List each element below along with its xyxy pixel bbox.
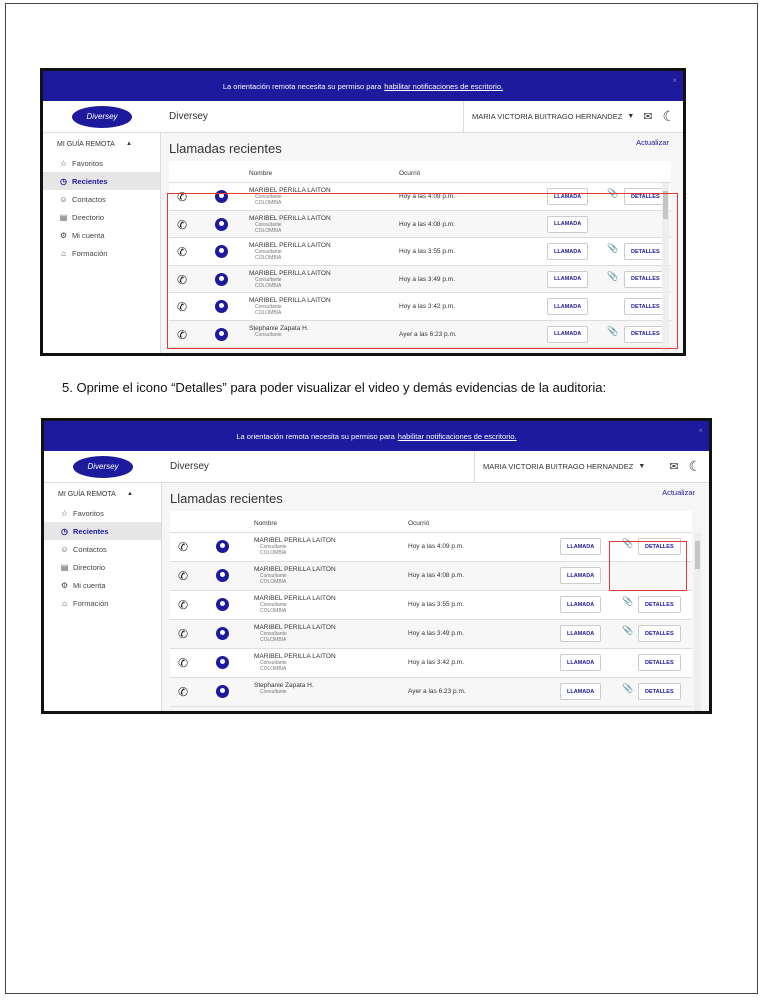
top-icons [669,451,701,482]
contact-role: Consultante [260,631,287,637]
attachment-icon[interactable]: 📎 [607,243,619,253]
sidebar-item-label: Formación [73,598,109,608]
incoming-call-icon: ✆ [177,245,188,259]
sidebar-item-label: Mi cuenta [73,580,106,590]
contact-name-text: MARIBEL PERILLA LAITON [249,187,331,194]
contacts-icon: ☺ [59,194,68,204]
sidebar-item-contactos[interactable] [44,540,161,558]
contact-country: COLOMBIA [255,310,282,316]
call-time: Hoy a las 4:08 p.m. [408,572,464,579]
user-name: MARIA VICTORIA BUITRAGO HERNANDEZ [472,112,623,121]
contact-name [254,653,336,672]
contact-name [254,537,336,556]
table-header [170,511,692,533]
incoming-call-icon: ✆ [177,300,188,314]
call-button[interactable]: LLAMADA [560,596,601,613]
column-header-when: Ocurrió [399,170,421,177]
contact-role: Consultante [255,249,282,255]
sidebar-item-mi-cuenta[interactable] [44,576,161,594]
sidebar-item-label: Favoritos [73,508,104,518]
call-time: Hoy a las 4:08 p.m. [399,220,455,228]
sidebar-item-label: Recientes [73,526,109,536]
diversey-logo[interactable]: Diversey [72,106,132,128]
contact-avatar-icon [216,569,229,582]
contact-role: Consultante [260,689,287,695]
contact-name-text: MARIBEL PERILLA LAITON [249,214,331,222]
call-button[interactable]: LLAMADA [547,216,588,233]
attachment-icon[interactable]: 📎 [607,325,619,336]
enable-notifications-link[interactable]: habilitar notificaciones de escritorio. [384,81,504,91]
star-icon: ☆ [59,158,68,168]
diversey-logo[interactable]: Diversey [73,456,133,478]
contact-avatar-icon [216,656,229,669]
call-button[interactable]: LLAMADA [560,654,601,671]
user-menu[interactable] [474,451,645,482]
details-button[interactable]: DETALLES [624,326,667,343]
contact-avatar-icon [216,685,229,698]
top-icons [643,101,675,132]
table-row [170,649,692,678]
call-button[interactable]: LLAMADA [547,326,588,343]
contact-role: Consultante [260,573,287,579]
contact-country: COLOMBIA [255,282,282,289]
contact-role: Consultante [255,304,282,310]
column-header-name: Nombre [254,520,278,527]
contact-name-text: MARIBEL PERILLA LAITON [254,537,336,544]
main-content [162,483,709,711]
directory-icon: ▤ [60,562,69,572]
banner-text: La orientación remota necesita su permiso para [222,81,382,91]
sidebar-item-favoritos[interactable] [44,504,161,522]
permission-banner [43,71,683,101]
call-time: Hoy a las 3:55 p.m. [408,601,464,608]
incoming-call-icon: ✆ [178,656,189,670]
contact-country: COLOMBIA [260,637,287,643]
contact-name [254,595,336,614]
details-button[interactable]: DETALLES [638,596,681,613]
details-button[interactable]: DETALLES [638,683,681,700]
clock-icon: ◷ [61,526,68,536]
contact-country: COLOMBIA [260,608,287,614]
sidebar-header[interactable] [44,483,161,498]
sidebar-item-directorio[interactable] [44,558,161,576]
caret-down-icon: ▼ [627,113,635,120]
sidebar-item-label: Directorio [73,562,106,572]
screenshot-2 [41,418,712,714]
gear-icon: ⚙ [60,580,69,590]
column-header-when: Ocurrió [408,520,430,527]
contact-country: COLOMBIA [255,200,282,206]
call-time: Hoy a las 3:42 p.m. [408,659,464,666]
contact-name [254,566,336,585]
details-button[interactable]: DETALLES [624,298,667,315]
highlight-box [609,541,687,591]
contact-role: Consultante [260,602,287,608]
graduation-icon: ⌂ [62,598,67,608]
contact-country: COLOMBIA [255,255,282,261]
sidebar-item-label: Contactos [72,194,106,204]
close-icon[interactable]: × [698,426,703,435]
contact-country: COLOMBIA [260,579,287,585]
contact-name [254,624,336,643]
call-button[interactable]: LLAMADA [560,567,601,584]
top-bar [43,101,683,133]
contact-country: COLOMBIA [260,550,287,556]
clock-icon: ◷ [60,176,67,186]
page-title: Llamadas recientes [170,491,283,506]
call-time: Hoy a las 3:55 p.m. [399,248,455,255]
details-button[interactable]: DETALLES [638,538,681,555]
attachment-icon[interactable]: 📎 [622,538,634,548]
sidebar [44,483,162,711]
contact-role: Consultante [260,660,287,666]
details-button[interactable]: DETALLES [638,625,681,642]
incoming-call-icon: ✆ [177,327,188,342]
user-menu[interactable] [463,101,634,132]
attachment-icon[interactable]: 📎 [607,270,619,281]
permission-banner [44,421,709,451]
contact-name-text: MARIBEL PERILLA LAITON [254,624,336,631]
call-time: Hoy a las 3:42 p.m. [399,303,455,310]
table-scrollbar[interactable] [694,533,701,711]
contact-name-text: Stephanie Zapata H. [254,682,314,689]
call-time: Hoy a las 3:49 p.m. [399,275,455,283]
caret-up-icon: ▲ [126,141,132,147]
contact-avatar-icon [216,598,229,611]
app-name: Diversey [169,111,208,122]
table-row [170,620,692,649]
contact-name-text: MARIBEL PERILLA LAITON [254,653,336,660]
app-name: Diversey [170,461,209,472]
banner-text: La orientación remota necesita su permiso para [236,431,395,441]
incoming-call-icon: ✆ [178,685,189,699]
call-button[interactable]: LLAMADA [547,188,588,205]
sidebar-item-label: Formación [72,248,108,258]
message-icon[interactable]: ✉ [643,111,653,123]
contact-role: Consultante [260,544,287,550]
top-bar [44,451,709,483]
outgoing-call-icon: ✆ [177,190,188,204]
contact-name-text: MARIBEL PERILLA LAITON [249,269,331,277]
call-button[interactable]: LLAMADA [560,538,601,555]
page-title: Llamadas recientes [169,141,282,156]
contact-name [254,682,314,695]
incoming-call-icon: ✆ [178,627,189,641]
sidebar-item-label: Recientes [72,176,108,186]
call-button[interactable]: LLAMADA [560,683,601,700]
sidebar-item-label: Mi cuenta [72,230,105,240]
highlight-box [167,193,678,349]
call-time: Hoy a las 4:09 p.m. [408,543,464,550]
incoming-call-icon: ✆ [178,598,189,612]
attachment-icon[interactable]: 📎 [607,188,619,198]
attachment-icon[interactable]: 📎 [622,683,634,693]
contact-role: Consultante [255,331,282,338]
incoming-call-icon: ✆ [177,272,188,287]
sidebar-item-label: Favoritos [72,158,103,168]
contact-role: Consultante [255,194,282,200]
contact-avatar-icon [216,627,229,640]
call-button[interactable]: LLAMADA [560,625,601,642]
screenshot-1 [40,68,686,356]
caret-up-icon: ▲ [127,491,133,497]
incoming-call-icon: ✆ [177,217,188,232]
call-button[interactable]: LLAMADA [547,271,588,288]
contact-country: COLOMBIA [260,666,287,672]
message-icon[interactable]: ✉ [669,461,679,473]
contact-name-text: MARIBEL PERILLA LAITON [249,297,331,304]
sidebar-item-directorio[interactable] [43,208,160,226]
caret-down-icon: ▼ [638,463,646,470]
sidebar-item-recientes[interactable] [43,172,160,190]
sidebar-item-favoritos[interactable] [43,154,160,172]
refresh-link[interactable]: Actualizar [662,488,695,497]
sidebar-item-label: Contactos [73,544,107,554]
attachment-icon[interactable]: 📎 [622,596,634,606]
moon-icon[interactable]: ☾ [688,458,701,474]
call-time: Ayer a las 6:23 p.m. [399,330,457,338]
contacts-icon: ☺ [60,544,69,554]
contact-avatar-icon [216,540,229,553]
incoming-call-icon: ✆ [178,569,189,583]
graduation-icon: ⌂ [61,248,66,258]
sidebar-header-label: MI GUÍA REMOTA [57,141,115,148]
sidebar [43,133,161,353]
sidebar-item-label: Directorio [72,212,105,222]
call-time: Hoy a las 3:49 p.m. [408,630,464,637]
logo-wrap [44,456,162,478]
sidebar-header[interactable] [43,133,160,148]
sidebar-item-contactos[interactable] [43,190,160,208]
contact-name-text: MARIBEL PERILLA LAITON [249,242,331,249]
sidebar-item-formación[interactable] [44,594,161,612]
call-button[interactable]: LLAMADA [547,298,588,315]
step-caption: 5. Oprime el icono “Detalles” para poder visualizar el video y demás evidencias de la auditoria: [62,380,607,395]
details-button[interactable]: DETALLES [624,271,667,288]
details-button[interactable]: DETALLES [624,243,667,260]
call-time: Hoy a las 4:09 p.m. [399,193,455,200]
details-button[interactable]: DETALLES [638,654,681,671]
star-icon: ☆ [60,508,69,518]
column-header-name: Nombre [249,170,273,177]
sidebar-item-mi-cuenta[interactable] [43,226,160,244]
outgoing-call-icon: ✆ [178,540,189,554]
call-button[interactable]: LLAMADA [547,243,588,260]
sidebar-item-recientes[interactable] [44,522,161,540]
contact-role: Consultante [255,276,282,283]
moon-icon[interactable]: ☾ [662,108,675,124]
call-time: Ayer a las 6:23 p.m. [408,688,466,695]
contact-name-text: Stephanie Zapata H. [249,324,309,332]
attachment-icon[interactable]: 📎 [622,625,634,635]
directory-icon: ▤ [59,212,68,222]
details-button[interactable]: DETALLES [624,188,667,205]
logo-wrap [43,106,161,128]
gear-icon: ⚙ [59,230,68,240]
contact-role: Consultante [255,221,282,228]
table-header [169,161,671,183]
sidebar-item-formación[interactable] [43,244,160,262]
contact-country: COLOMBIA [255,227,282,234]
refresh-link[interactable]: Actualizar [636,138,669,147]
contact-name-text: MARIBEL PERILLA LAITON [254,595,336,602]
contact-name-text: MARIBEL PERILLA LAITON [254,566,336,573]
table-row [170,591,692,620]
close-icon[interactable]: × [672,76,677,85]
user-name: MARIA VICTORIA BUITRAGO HERNANDEZ [483,462,634,471]
enable-notifications-link[interactable]: habilitar notificaciones de escritorio. [397,431,517,441]
scrollbar-thumb[interactable] [695,541,700,569]
sidebar-header-label: MI GUÍA REMOTA [58,491,116,498]
table-row [170,678,692,707]
